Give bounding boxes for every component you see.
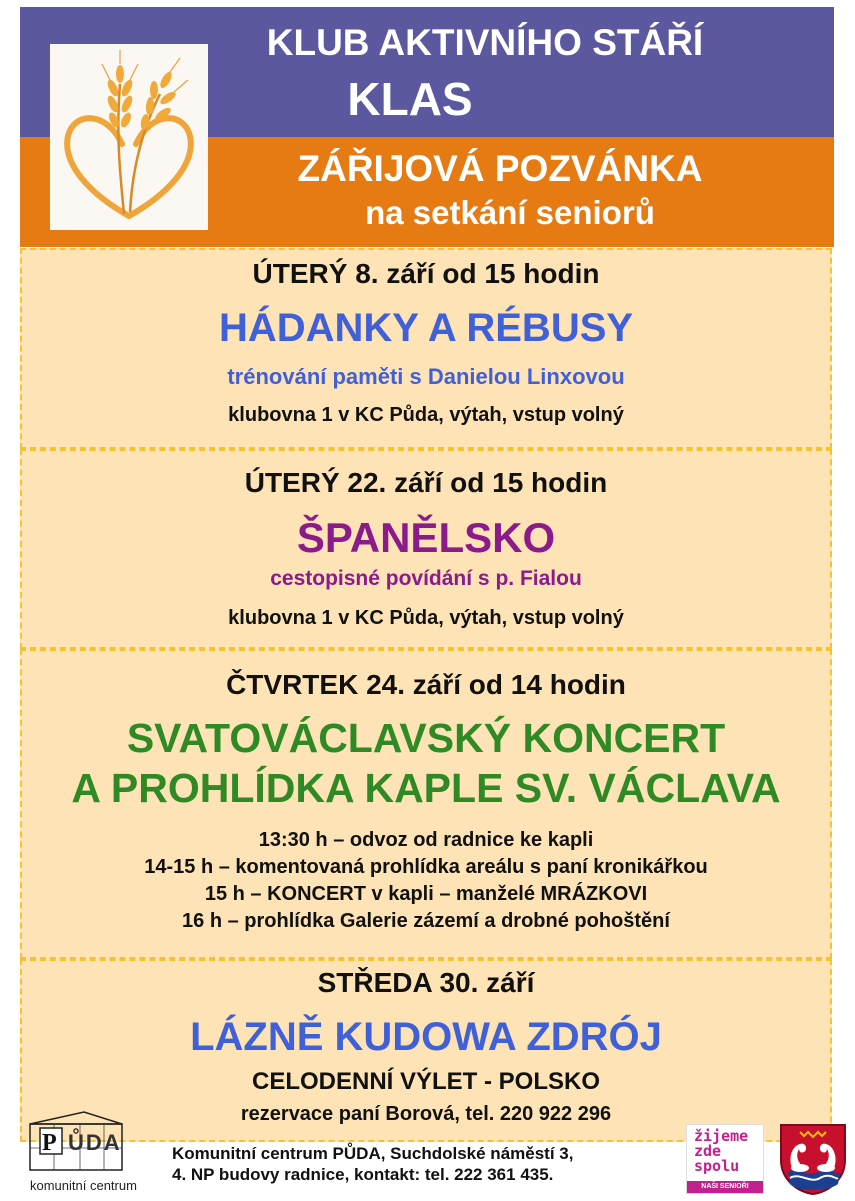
program-item: 14-15 h – komentovaná prohlídka areálu s paní kronikářkou (144, 856, 708, 878)
program-item: 15 h – KONCERT v kapli – manželé MRÁZKOVI (204, 883, 648, 905)
address-line-2: 4. NP budovy radnice, kontakt: tel. 222 361 435. (172, 1165, 554, 1184)
puda-logo-caption: komunitní centrum (30, 1178, 137, 1193)
event-subtitle: CELODENNÍ VÝLET - POLSKO (251, 1068, 601, 1095)
address-line-1: Komunitní centrum PŮDA, Suchdolské náměstí 3, (172, 1144, 574, 1163)
event-title: LÁZNĚ KUDOWA ZDRÓJ (190, 1015, 662, 1059)
event-title: HÁDANKY A RÉBUSY (218, 306, 634, 350)
puda-logo-letters: ŮDA (68, 1130, 122, 1155)
event-title-line-2: A PROHLÍDKA KAPLE SV. VÁCLAVA (71, 765, 781, 811)
footer-address (172, 1143, 573, 1185)
puda-logo-letter: P (42, 1130, 57, 1156)
zijeme-line: žijeme (694, 1127, 749, 1145)
event-card (20, 649, 832, 959)
event-date: ÚTERÝ 8. září od 15 hodin (252, 258, 600, 289)
zijeme-line: zde (694, 1142, 722, 1160)
event-place: rezervace paní Borová, tel. 220 922 296 (240, 1103, 612, 1125)
program-item: 16 h – prohlídka Galerie zázemí a drobné pohoštění (182, 910, 670, 932)
event-date: ÚTERÝ 22. září od 15 hodin (244, 467, 608, 498)
event-place: klubovna 1 v KC Půda, výtah, vstup volný (228, 404, 624, 426)
club-name: KLUB AKTIVNÍHO STÁŘÍ (266, 22, 704, 63)
zijeme-line: spolu (694, 1157, 740, 1175)
zijeme-tag: NAŠI SENIOŘI (687, 1181, 763, 1193)
event-place: klubovna 1 v KC Půda, výtah, vstup volný (228, 607, 624, 629)
event-title-line-1: SVATOVÁCLAVSKÝ KONCERT (126, 715, 726, 761)
invitation-subtitle: na setkání seniorů (365, 194, 655, 231)
event-card (20, 449, 832, 649)
wheat-heart-icon (50, 44, 208, 230)
event-date: ČTVRTEK 24. září od 14 hodin (226, 669, 626, 700)
event-title: ŠPANĚLSKO (296, 514, 556, 561)
puda-logo (24, 1108, 144, 1196)
program-item: 13:30 h – odvoz od radnice ke kapli (258, 829, 594, 851)
event-card (20, 248, 832, 449)
zijeme-zde-spolu-logo (686, 1124, 764, 1194)
swans-crest-icon (778, 1122, 848, 1196)
invitation-title: ZÁŘIJOVÁ POZVÁNKA (297, 148, 703, 189)
event-date: STŘEDA 30. září (317, 967, 535, 998)
event-subtitle: cestopisné povídání s p. Fialou (270, 567, 582, 590)
event-subtitle: trénování paměti s Danielou Linxovou (227, 364, 625, 389)
club-short-name: KLAS (347, 73, 473, 125)
